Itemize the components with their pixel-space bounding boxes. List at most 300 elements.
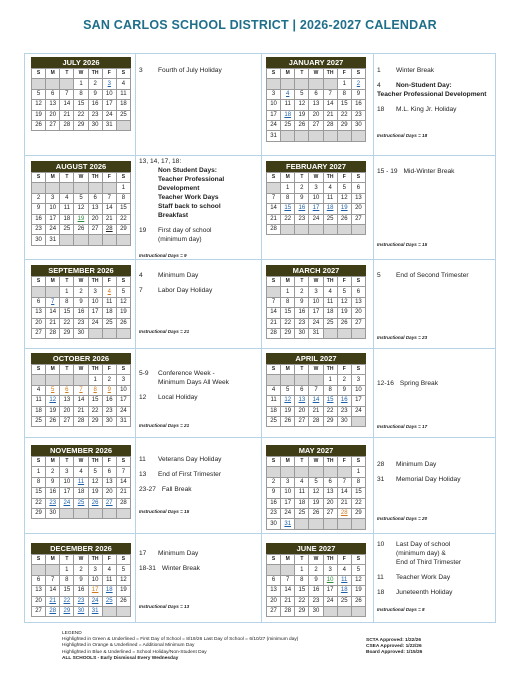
weekday-header: TH <box>323 277 337 287</box>
empty-day-cell <box>337 224 351 234</box>
day-cell: 31 <box>267 131 281 141</box>
day-cell: 16 <box>351 100 365 110</box>
day-cell: 31 <box>116 416 130 426</box>
weekday-header: T <box>295 365 309 375</box>
weekday-header: M <box>281 277 295 287</box>
month-table <box>266 68 366 142</box>
day-cell: 20 <box>323 498 337 508</box>
weekday-header: T <box>60 277 74 287</box>
weekday-header: W <box>309 277 323 287</box>
month-title: MAY 2027 <box>266 445 366 456</box>
weekday-header: F <box>102 173 116 183</box>
day-cell: 25 <box>281 120 295 130</box>
empty-day-cell <box>32 287 46 297</box>
day-cell: 12 <box>88 477 102 487</box>
day-cell: 24 <box>323 596 337 606</box>
day-cell: 6 <box>102 467 116 477</box>
empty-day-cell <box>351 224 365 234</box>
day-cell: 23 <box>337 406 351 416</box>
day-cell: 20 <box>267 596 281 606</box>
note-line <box>139 193 261 202</box>
page-title: SAN CARLOS SCHOOL DISTRICT | 2026-2027 CALENDAR <box>83 18 437 32</box>
day-cell: 27 <box>32 328 46 338</box>
day-cell: 5 <box>74 193 88 203</box>
note-text: Last Day of school <box>396 541 451 548</box>
day-cell: 25 <box>323 318 337 328</box>
day-cell: 19 <box>116 308 130 318</box>
weekday-header: W <box>309 173 323 183</box>
weekday-header: F <box>337 69 351 79</box>
day-cell: 24 <box>309 318 323 328</box>
day-cell: 27 <box>309 120 323 130</box>
legend-line-early-dismissal: ALL SCHOOLS - Early Dismissal Every Wednesday <box>62 655 179 661</box>
weekday-header: T <box>60 69 74 79</box>
day-cell: 17 <box>46 214 60 224</box>
day-cell: 14 <box>281 586 295 596</box>
weekday-header: S <box>116 69 130 79</box>
day-cell: 19 <box>351 586 365 596</box>
day-cell: 28 <box>116 498 130 508</box>
weekday-header: T <box>60 457 74 467</box>
note-text: Fall Break <box>161 486 192 493</box>
notes-september <box>139 271 259 295</box>
weekday-header: T <box>295 173 309 183</box>
month-table <box>31 68 131 131</box>
weekday-header: TH <box>323 555 337 565</box>
day-cell: 30 <box>32 235 46 245</box>
weekday-header: S <box>267 457 281 467</box>
empty-day-cell <box>323 519 337 529</box>
day-cell: 4 <box>323 287 337 297</box>
note-text: Juneteenth Holiday <box>396 589 453 596</box>
day-cell: 11 <box>295 488 309 498</box>
note-text: Minimum Day <box>158 272 199 279</box>
day-cell: 8 <box>74 89 88 99</box>
day-cell: 30 <box>74 606 88 616</box>
empty-day-cell <box>60 79 74 89</box>
day-cell: 27 <box>351 214 365 224</box>
day-cell: 26 <box>116 318 130 328</box>
day-cell: 18 <box>295 498 309 508</box>
empty-day-cell <box>267 183 281 193</box>
empty-day-cell <box>60 235 74 245</box>
day-cell: 15 <box>295 586 309 596</box>
day-cell: 14 <box>267 308 281 318</box>
day-cell: 14 <box>323 100 337 110</box>
day-cell: 7 <box>46 575 60 585</box>
weekday-header: S <box>32 173 46 183</box>
day-cell: 29 <box>116 224 130 234</box>
day-cell: 31 <box>309 328 323 338</box>
day-cell: 10 <box>351 385 365 395</box>
day-cell: 4 <box>295 477 309 487</box>
month-table <box>31 554 131 617</box>
day-cell: 8 <box>281 297 295 307</box>
day-cell: 25 <box>267 416 281 426</box>
note-line <box>139 393 259 402</box>
day-cell: 23 <box>46 498 60 508</box>
day-cell: 2 <box>46 467 60 477</box>
note-text: Development <box>158 185 200 192</box>
instructional-days-april: Instructional Days = 17 <box>377 424 428 429</box>
empty-day-cell <box>116 606 130 616</box>
day-cell: 12 <box>309 488 323 498</box>
empty-day-cell <box>281 224 295 234</box>
weekday-header: TH <box>88 365 102 375</box>
day-cell: 8 <box>351 477 365 487</box>
note-line <box>139 564 259 573</box>
day-cell: 3 <box>88 287 102 297</box>
day-cell: 28 <box>337 508 351 518</box>
day-cell: 5 <box>88 467 102 477</box>
empty-day-cell <box>309 375 323 385</box>
weekday-header: S <box>32 457 46 467</box>
notes-may <box>377 460 495 484</box>
day-cell: 5 <box>337 183 351 193</box>
day-cell: 4 <box>74 467 88 477</box>
day-cell: 11 <box>281 100 295 110</box>
day-cell: 17 <box>351 396 365 406</box>
day-cell: 17 <box>309 204 323 214</box>
notes-march <box>377 271 495 280</box>
empty-day-cell <box>323 467 337 477</box>
day-cell: 2 <box>295 287 309 297</box>
note-line <box>139 455 259 464</box>
day-cell: 15 <box>351 488 365 498</box>
day-cell: 8 <box>60 297 74 307</box>
day-cell: 29 <box>88 416 102 426</box>
empty-day-cell <box>102 328 116 338</box>
weekday-header: F <box>102 555 116 565</box>
day-cell: 1 <box>323 375 337 385</box>
empty-day-cell <box>323 328 337 338</box>
note-text: Mid-Winter Break <box>403 168 455 175</box>
day-cell: 30 <box>74 328 88 338</box>
note-line <box>377 460 495 469</box>
empty-day-cell <box>281 565 295 575</box>
day-cell: 2 <box>351 79 365 89</box>
note-line <box>139 235 261 244</box>
month-table <box>266 276 366 339</box>
weekday-header: M <box>46 277 60 287</box>
scta-approved: SCTA Approved: 1/22/26 <box>366 638 421 643</box>
day-cell: 27 <box>46 120 60 130</box>
day-cell: 22 <box>281 318 295 328</box>
empty-day-cell <box>323 79 337 89</box>
day-cell: 25 <box>102 596 116 606</box>
day-cell: 2 <box>32 193 46 203</box>
note-line <box>377 81 495 90</box>
day-cell: 21 <box>46 596 60 606</box>
day-cell: 13 <box>32 308 46 318</box>
day-cell: 11 <box>102 297 116 307</box>
month-title: JANUARY 2027 <box>266 57 366 68</box>
note-date: 10 <box>377 541 385 548</box>
note-text: End of Third Trimester <box>396 559 462 566</box>
day-cell: 14 <box>60 100 74 110</box>
day-cell: 11 <box>32 396 46 406</box>
day-cell: 5 <box>337 287 351 297</box>
day-cell: 3 <box>102 79 116 89</box>
weekday-header: TH <box>323 457 337 467</box>
day-cell: 28 <box>46 328 60 338</box>
day-cell: 24 <box>88 596 102 606</box>
day-cell: 15 <box>32 488 46 498</box>
day-cell: 10 <box>60 477 74 487</box>
empty-day-cell <box>116 328 130 338</box>
weekday-header: T <box>60 555 74 565</box>
day-cell: 14 <box>309 396 323 406</box>
day-cell: 22 <box>323 406 337 416</box>
day-cell: 10 <box>267 100 281 110</box>
note-date: 1 <box>377 67 381 74</box>
weekday-header: F <box>102 69 116 79</box>
weekday-header: S <box>32 277 46 287</box>
empty-day-cell <box>32 79 46 89</box>
day-cell: 21 <box>267 214 281 224</box>
day-cell: 9 <box>88 89 102 99</box>
day-cell: 23 <box>351 110 365 120</box>
day-cell: 24 <box>351 406 365 416</box>
day-cell: 16 <box>295 308 309 318</box>
day-cell: 24 <box>102 110 116 120</box>
day-cell: 1 <box>60 287 74 297</box>
day-cell: 3 <box>46 193 60 203</box>
day-cell: 27 <box>351 318 365 328</box>
day-cell: 13 <box>267 586 281 596</box>
empty-day-cell <box>337 131 351 141</box>
weekday-header: S <box>351 555 365 565</box>
weekday-header: S <box>32 69 46 79</box>
day-cell: 30 <box>295 328 309 338</box>
day-cell: 19 <box>309 498 323 508</box>
day-cell: 6 <box>32 575 46 585</box>
day-cell: 14 <box>46 586 60 596</box>
day-cell: 30 <box>309 606 323 616</box>
day-cell: 18 <box>281 110 295 120</box>
empty-day-cell <box>281 131 295 141</box>
weekday-header: M <box>281 457 295 467</box>
day-cell: 15 <box>60 308 74 318</box>
note-text: Conference Week - <box>158 370 215 377</box>
month-september-2026 <box>31 265 131 339</box>
day-cell: 8 <box>337 89 351 99</box>
month-june-2027 <box>266 543 366 617</box>
empty-day-cell <box>309 224 323 234</box>
day-cell: 21 <box>74 406 88 416</box>
day-cell: 28 <box>60 120 74 130</box>
day-cell: 2 <box>74 565 88 575</box>
empty-day-cell <box>309 519 323 529</box>
month-may-2027 <box>266 445 366 530</box>
empty-day-cell <box>74 375 88 385</box>
empty-day-cell <box>295 224 309 234</box>
empty-day-cell <box>351 519 365 529</box>
day-cell: 22 <box>295 596 309 606</box>
day-cell: 28 <box>102 224 116 234</box>
note-text: Fourth of July Holiday <box>158 67 222 74</box>
weekday-header: F <box>102 277 116 287</box>
day-cell: 11 <box>102 575 116 585</box>
day-cell: 24 <box>60 498 74 508</box>
day-cell: 21 <box>267 318 281 328</box>
empty-day-cell <box>102 235 116 245</box>
note-date: 4 <box>139 272 143 279</box>
note-line <box>139 271 259 280</box>
day-cell: 16 <box>74 308 88 318</box>
note-line <box>377 549 495 558</box>
note-date: 5 <box>377 272 381 279</box>
weekday-header: F <box>102 365 116 375</box>
day-cell: 15 <box>281 204 295 214</box>
day-cell: 11 <box>74 477 88 487</box>
day-cell: 18 <box>323 308 337 318</box>
empty-day-cell <box>281 375 295 385</box>
day-cell: 4 <box>323 183 337 193</box>
day-cell: 20 <box>60 406 74 416</box>
day-cell: 6 <box>323 477 337 487</box>
day-cell: 10 <box>88 297 102 307</box>
day-cell: 29 <box>60 606 74 616</box>
day-cell: 13 <box>309 100 323 110</box>
note-date: 3 <box>139 67 143 74</box>
day-cell: 2 <box>102 375 116 385</box>
weekday-header: W <box>74 555 88 565</box>
note-date: 4 <box>377 82 381 89</box>
day-cell: 4 <box>102 565 116 575</box>
empty-day-cell <box>295 519 309 529</box>
day-cell: 4 <box>116 79 130 89</box>
day-cell: 9 <box>74 575 88 585</box>
day-cell: 12 <box>337 297 351 307</box>
day-cell: 17 <box>116 396 130 406</box>
day-cell: 23 <box>102 406 116 416</box>
empty-day-cell <box>267 79 281 89</box>
day-cell: 12 <box>46 396 60 406</box>
weekday-header: S <box>351 365 365 375</box>
weekday-header: S <box>267 69 281 79</box>
day-cell: 18 <box>323 204 337 214</box>
day-cell: 12 <box>337 193 351 203</box>
legend-heading: LEGEND <box>62 631 82 636</box>
empty-day-cell <box>295 467 309 477</box>
weekday-header: S <box>116 555 130 565</box>
day-cell: 23 <box>74 596 88 606</box>
day-cell: 28 <box>281 606 295 616</box>
day-cell: 4 <box>267 385 281 395</box>
empty-day-cell <box>337 467 351 477</box>
day-cell: 20 <box>295 406 309 416</box>
day-cell: 26 <box>281 416 295 426</box>
weekday-header: M <box>281 69 295 79</box>
month-november-2026 <box>31 445 131 519</box>
day-cell: 21 <box>337 498 351 508</box>
day-cell: 3 <box>60 467 74 477</box>
day-cell: 19 <box>116 586 130 596</box>
weekday-header: S <box>116 173 130 183</box>
weekday-header: S <box>116 365 130 375</box>
weekday-header: TH <box>323 173 337 183</box>
day-cell: 14 <box>102 204 116 214</box>
month-title: FEBRUARY 2027 <box>266 161 366 172</box>
day-cell: 1 <box>351 467 365 477</box>
note-line <box>377 379 495 388</box>
note-text: Staff back to school <box>158 203 221 210</box>
day-cell: 27 <box>60 416 74 426</box>
instructional-days-november: Instructional Days = 15 <box>139 509 190 514</box>
day-cell: 23 <box>88 110 102 120</box>
day-cell: 9 <box>74 297 88 307</box>
day-cell: 2 <box>337 375 351 385</box>
day-cell: 4 <box>32 385 46 395</box>
weekday-header: S <box>267 555 281 565</box>
day-cell: 20 <box>351 308 365 318</box>
day-cell: 26 <box>32 120 46 130</box>
day-cell: 7 <box>323 89 337 99</box>
empty-day-cell <box>267 467 281 477</box>
day-cell: 1 <box>337 79 351 89</box>
day-cell: 8 <box>60 575 74 585</box>
weekday-header: S <box>32 555 46 565</box>
notes-december <box>139 549 259 573</box>
empty-day-cell <box>267 287 281 297</box>
day-cell: 8 <box>323 385 337 395</box>
empty-day-cell <box>102 508 116 518</box>
note-line <box>139 157 261 166</box>
day-cell: 11 <box>116 89 130 99</box>
note-date: 12 <box>139 394 147 401</box>
empty-day-cell <box>323 131 337 141</box>
weekday-header: M <box>281 173 295 183</box>
empty-day-cell <box>351 606 365 616</box>
day-cell: 18 <box>74 488 88 498</box>
empty-day-cell <box>295 131 309 141</box>
day-cell: 22 <box>74 110 88 120</box>
day-cell: 25 <box>32 416 46 426</box>
empty-day-cell <box>309 79 323 89</box>
day-cell: 28 <box>46 606 60 616</box>
day-cell: 18 <box>337 586 351 596</box>
day-cell: 6 <box>309 89 323 99</box>
month-title: AUGUST 2026 <box>31 161 131 172</box>
day-cell: 24 <box>46 224 60 234</box>
day-cell: 5 <box>46 385 60 395</box>
note-line <box>377 475 495 484</box>
day-cell: 13 <box>351 193 365 203</box>
weekday-header: T <box>295 457 309 467</box>
day-cell: 27 <box>88 224 102 234</box>
day-cell: 27 <box>295 416 309 426</box>
day-cell: 7 <box>309 385 323 395</box>
weekday-header: F <box>102 457 116 467</box>
note-text: Labor Day Holiday <box>158 287 213 294</box>
weekday-header: W <box>74 365 88 375</box>
month-table <box>266 172 366 235</box>
day-cell: 9 <box>337 385 351 395</box>
day-cell: 19 <box>337 308 351 318</box>
weekday-header: TH <box>323 365 337 375</box>
day-cell: 25 <box>116 110 130 120</box>
day-cell: 3 <box>309 287 323 297</box>
weekday-header: TH <box>88 277 102 287</box>
day-cell: 4 <box>60 193 74 203</box>
note-date: 19 <box>139 227 147 234</box>
day-cell: 16 <box>102 396 116 406</box>
day-cell: 15 <box>323 396 337 406</box>
day-cell: 31 <box>102 120 116 130</box>
note-line <box>139 175 261 184</box>
weekday-header: S <box>267 173 281 183</box>
